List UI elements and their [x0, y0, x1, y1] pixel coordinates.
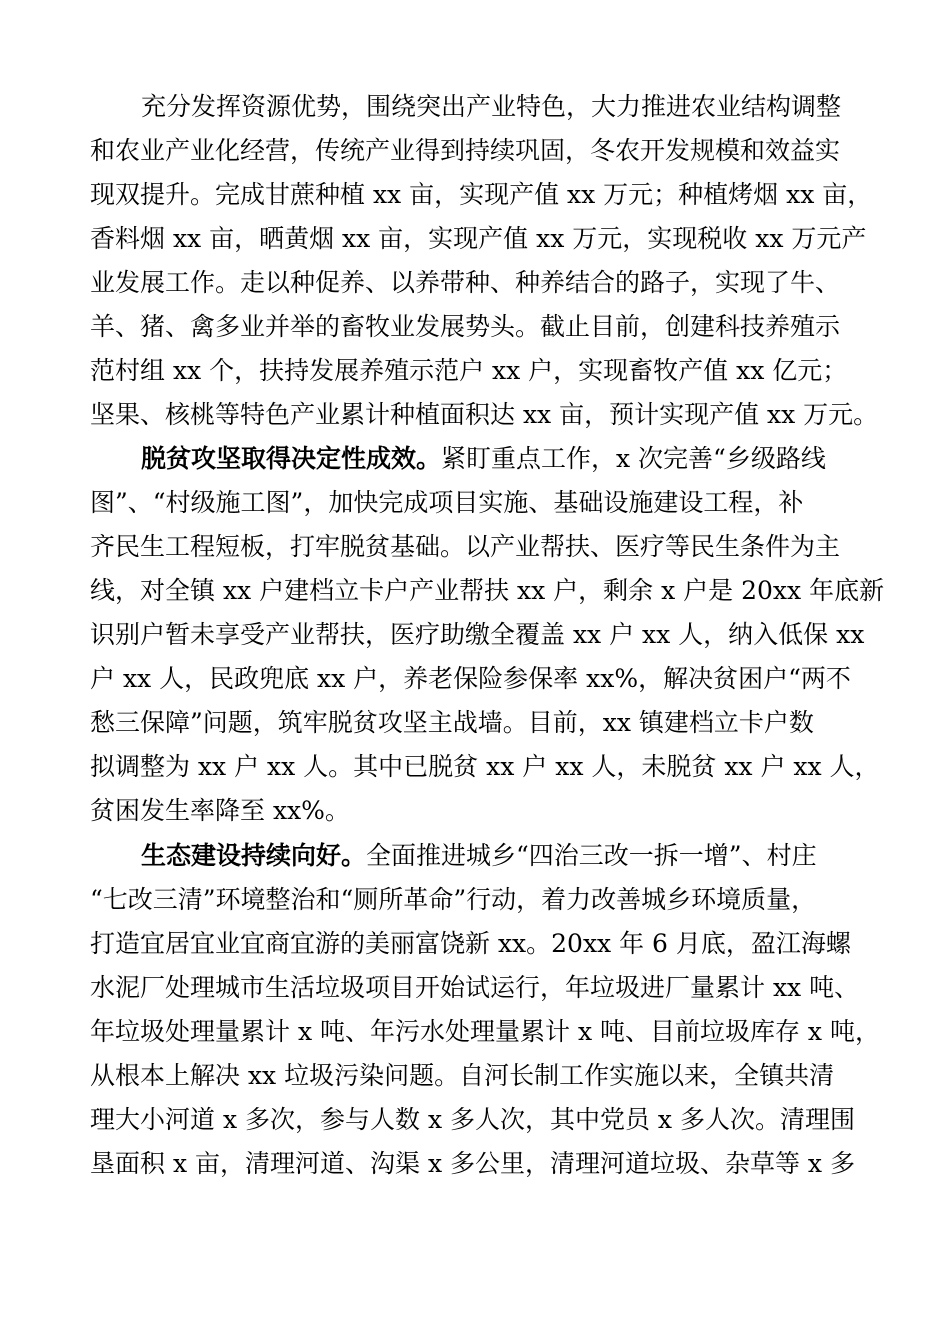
paragraph-2-line: 齐民生工程短板，打牢脱贫基础。以产业帮扶、医疗等民生条件为主	[90, 532, 841, 561]
paragraph-1-line: 业发展工作。走以种促养、以养带种、种养结合的路子，实现了牛、	[90, 268, 841, 297]
paragraph-3-line: 年垃圾处理量累计 x 吨、年污水处理量累计 x 吨、目前垃圾库存 x 吨，	[90, 1017, 880, 1046]
paragraph-2-line: 识别户暂未享受产业帮扶，医疗助缴全覆盖 xx 户 xx 人，纳入低保 xx	[90, 620, 865, 649]
paragraph-3-first-line-text: 全面推进城乡“四治三改一拆一增”、村庄	[366, 841, 817, 870]
paragraph-2-line: 图”、“村级施工图”，加快完成项目实施、基础设施建设工程，补	[90, 488, 804, 517]
paragraph-3-heading: 生态建设持续向好。	[141, 841, 367, 870]
paragraph-1-line: 现双提升。完成甘蔗种植 xx 亩，实现产值 xx 万元；种植烤烟 xx 亩，	[90, 180, 873, 209]
paragraph-2-first-line-text: 紧盯重点工作，x 次完善“乡级路线	[441, 444, 826, 473]
paragraph-2-line: 愁三保障”问题，筑牢脱贫攻坚主战墙。目前，xx 镇建档立卡户数	[90, 708, 814, 737]
paragraph-1-line: 和农业产业化经营，传统产业得到持续巩固，冬农开发规模和效益实	[90, 136, 841, 165]
paragraph-1-line: 范村组 xx 个，扶持发展养殖示范户 xx 户，实现畜牧产值 xx 亿元；	[90, 356, 848, 385]
paragraph-3-line: 理大小河道 x 多次，参与人数 x 多人次，其中党员 x 多人次。清理围	[90, 1105, 855, 1134]
paragraph-1-line: 坚果、核桃等特色产业累计种植面积达 xx 亩，预计实现产值 xx 万元。	[90, 400, 879, 429]
paragraph-1-line: 充分发挥资源优势，围绕突出产业特色，大力推进农业结构调整	[141, 92, 842, 121]
paragraph-3-line: 水泥厂处理城市生活垃圾项目开始试运行，年垃圾进厂量累计 xx 吨、	[90, 973, 860, 1002]
paragraph-2-line: 户 xx 人，民政兜底 xx 户，养老保险参保率 xx%，解决贫困户“两不	[90, 664, 851, 693]
paragraph-3-line: 垦面积 x 亩，清理河道、沟渠 x 多公里，清理河道垃圾、杂草等 x 多	[90, 1149, 855, 1178]
paragraph-1-line: 羊、猪、禽多业并举的畜牧业发展势头。截止目前，创建科技养殖示	[90, 312, 841, 341]
paragraph-2-line: 贫困发生率降至 xx%。	[90, 796, 350, 825]
paragraph-2-heading: 脱贫攻坚取得决定性成效。	[141, 444, 442, 473]
paragraph-2-first-line	[141, 446, 826, 471]
paragraph-3-line: 从根本上解决 xx 垃圾污染问题。自河长制工作实施以来，全镇共清	[90, 1061, 835, 1090]
paragraph-3-line: “七改三清”环境整治和“厕所革命”行动，着力改善城乡环境质量，	[90, 885, 817, 914]
paragraph-1-line: 香料烟 xx 亩，晒黄烟 xx 亩，实现产值 xx 万元，实现税收 xx 万元产	[90, 224, 867, 253]
paragraph-2-line: 线，对全镇 xx 户建档立卡户产业帮扶 xx 户，剩余 x 户是 20xx 年底新	[90, 576, 885, 605]
paragraph-2-line: 拟调整为 xx 户 xx 人。其中已脱贫 xx 户 xx 人，未脱贫 xx 户 xx 人，	[90, 752, 880, 781]
paragraph-3-first-line	[141, 843, 817, 868]
paragraph-3-line: 打造宜居宜业宜商宜游的美丽富饶新 xx。20xx 年 6 月底，盈江海螺	[90, 929, 851, 958]
